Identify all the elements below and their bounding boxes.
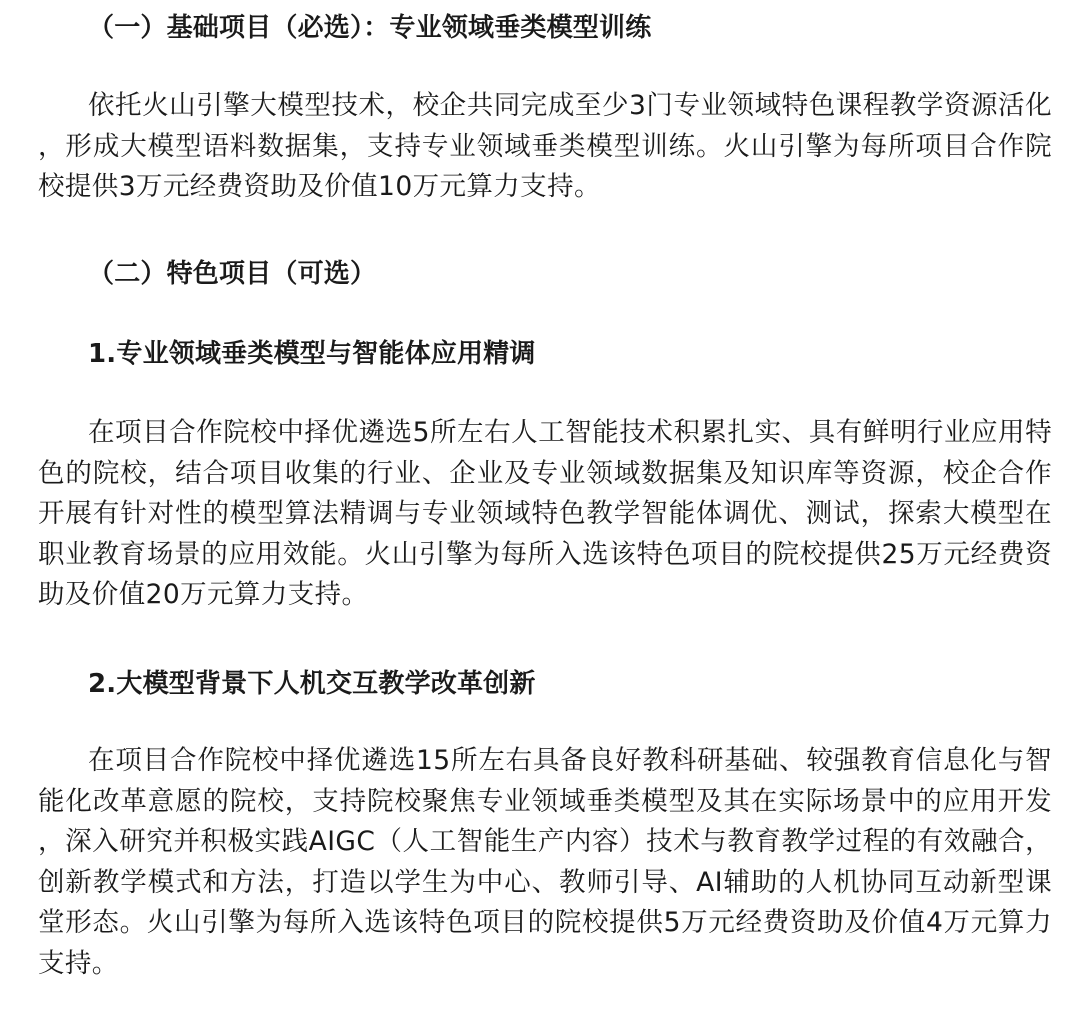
section-heading-basic: （一）基础项目（必选）：专业领域垂类模型训练 bbox=[88, 13, 652, 43]
subsection-heading-1: 1.专业领域垂类模型与智能体应用精调 bbox=[88, 339, 536, 369]
subsection-paragraph-1: 在项目合作院校中择优遴选5所左右人工智能技术积累扎实、具有鲜明行业应用特色的院校，结合项目收集的行业、企业及专业领域数据集及知识库等资源，校企合作开展有针对性的模型算法精调与专业领域特色教学智能体调优、测试，探索大模型在职业教育场景的应用效能。火山引擎为每所入选该特色项目的院校提供25万元经费资助及价值20万元算力支持。 bbox=[38, 417, 1052, 611]
section-heading-featured: （二）特色项目（可选） bbox=[88, 259, 377, 289]
section-paragraph-basic: 依托火山引擎大模型技术，校企共同完成至少3门专业领域特色课程教学资源活化，形成大模型语料数据集，支持专业领域垂类模型训练。火山引擎为每所项目合作院校提供3万元经费资助及价值10万元算力支持。 bbox=[38, 90, 1052, 203]
subsection-paragraph-2: 在项目合作院校中择优遴选15所左右具备良好教科研基础、较强教育信息化与智能化改革意愿的院校，支持院校聚焦专业领域垂类模型及其在实际场景中的应用开发，深入研究并积极实践AIGC（人工智能生产内容）技术与教育教学过程的有效融合，创新教学模式和方法，打造以学生为中心、教师引导、AI辅助的人机协同互动新型课堂形态。火山引擎为每所入选该特色项目的院校提供5万元经费资助及价值4万元算力支持。 bbox=[38, 745, 1052, 979]
subsection-heading-2: 2.大模型背景下人机交互教学改革创新 bbox=[88, 669, 536, 699]
